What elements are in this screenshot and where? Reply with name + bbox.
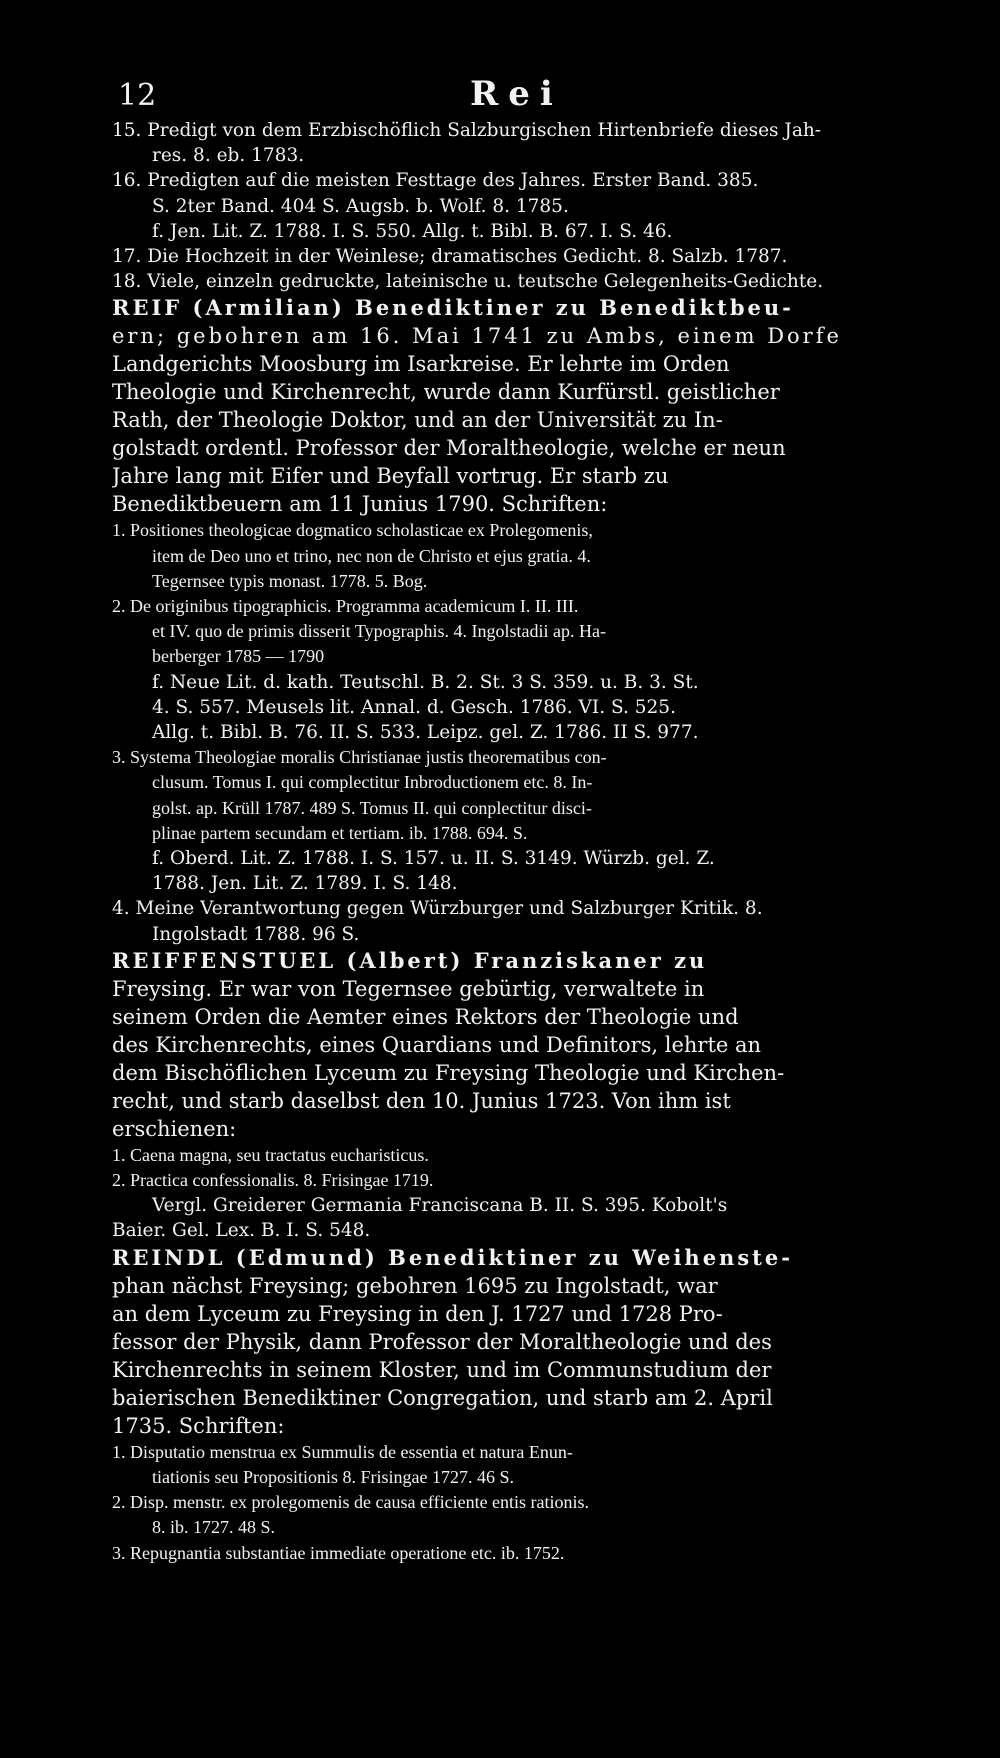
text-line: 3. Systema Theologiae moralis Christianae justis theorematibus con-	[112, 747, 607, 768]
text-line: fessor der Physik, dann Professor der Moraltheologie und des	[112, 1329, 772, 1354]
text-line: phan nächst Freysing; gebohren 1695 zu Ingolstadt, war	[112, 1273, 718, 1298]
text-line: 1. Disputatio menstrua ex Summulis de essentia et natura Enun-	[112, 1441, 573, 1462]
text-line: Baier. Gel. Lex. B. I. S. 548.	[112, 1220, 371, 1242]
text-line: S. 2ter Band. 404 S. Augsb. b. Wolf. 8. 1785.	[152, 195, 569, 217]
entry-heading-reindl: REINDL (Edmund) Benediktiner zu Weihenste-	[112, 1244, 793, 1270]
text-line: Tegernsee typis monast. 1778. 5. Bog.	[152, 570, 428, 591]
text-line: Rath, der Theologie Doktor, und an der Universität zu In-	[112, 408, 723, 433]
text-line: 16. Predigten auf die meisten Festtage des Jahres. Erster Band. 385.	[112, 170, 759, 192]
text-line: Vergl. Greiderer Germania Franciscana B. II. S. 395. Kobolt's	[152, 1195, 728, 1217]
text-line: 18. Viele, einzeln gedruckte, lateinische u. teutsche Gelegenheits-Gedichte.	[112, 271, 824, 293]
text-line: plinae partem secundam et tertiam. ib. 1788. 694. S.	[152, 822, 528, 843]
text-line: 2. Practica confessionalis. 8. Frisingae 1719.	[112, 1170, 434, 1191]
text-line: Kirchenrechts in seinem Kloster, und im Communstudium der	[112, 1357, 772, 1382]
text-line: 4. Meine Verantwortung gegen Würzburger und Salzburger Kritik. 8.	[112, 898, 763, 920]
text-line: f. Jen. Lit. Z. 1788. I. S. 550. Allg. t. Bibl. B. 67. I. S. 46.	[152, 220, 673, 242]
text-line: recht, und starb daselbst den 10. Junius 1723. Von ihm ist	[112, 1088, 731, 1113]
text-line: 1735. Schriften:	[112, 1413, 285, 1438]
text-line: Freysing. Er war von Tegernsee gebürtig, verwaltete in	[112, 976, 705, 1001]
text-line: an dem Lyceum zu Freysing in den J. 1727 und 1728 Pro-	[112, 1301, 723, 1326]
entry-heading-reif: REIF (Armilian) Benediktiner zu Benediktbeu-	[112, 295, 794, 321]
text-body	[112, 118, 952, 1566]
text-line: ern; gebohren am 16. Mai 1741 zu Ambs, einem Dorfe	[112, 324, 842, 349]
text-line: 2. De originibus tipographicis. Programma academicum I. II. III.	[112, 596, 579, 617]
text-line: 1. Caena magna, seu tractatus eucharisticus.	[112, 1144, 429, 1165]
text-line: tiationis seu Propositionis 8. Frisingae 1727. 46 S.	[152, 1466, 515, 1487]
text-line: dem Bischöflichen Lyceum zu Freysing Theologie und Kirchen-	[112, 1060, 785, 1085]
text-line: f. Neue Lit. d. kath. Teutschl. B. 2. St. 3 S. 359. u. B. 3. St.	[152, 671, 699, 693]
text-line: et IV. quo de primis disserit Typographis. 4. Ingolstadii ap. Ha-	[152, 621, 607, 642]
text-line: Theologie und Kirchenrecht, wurde dann Kurfürstl. geistlicher	[112, 380, 780, 405]
text-line: golst. ap. Krüll 1787. 489 S. Tomus II. qui conplectitur disci-	[152, 797, 592, 818]
text-line: golstadt ordentl. Professor der Moraltheologie, welche er neun	[112, 436, 786, 461]
text-line: 17. Die Hochzeit in der Weinlese; dramatisches Gedicht. 8. Salzb. 1787.	[112, 246, 788, 268]
text-line: 3. Repugnantia substantiae immediate operatione etc. ib. 1752.	[112, 1542, 565, 1563]
entry-heading-reiffenstuel: REIFFENSTUEL (Albert) Franziskaner zu	[112, 947, 708, 973]
text-line: baierischen Benediktiner Congregation, und starb am 2. April	[112, 1385, 773, 1410]
running-title: Rei	[470, 74, 563, 114]
text-line: des Kirchenrechts, eines Quardians und Definitors, lehrte an	[112, 1032, 762, 1057]
text-line: clusum. Tomus I. qui complectitur Inbroductionem etc. 8. In-	[152, 772, 593, 793]
text-line: Ingolstadt 1788. 96 S.	[152, 923, 360, 945]
text-line: f. Oberd. Lit. Z. 1788. I. S. 157. u. II. S. 3149. Würzb. gel. Z.	[152, 848, 715, 870]
text-line: 15. Predigt von dem Erzbischöflich Salzburgischen Hirtenbriefe dieses Jah-	[112, 120, 822, 141]
text-line: 4. S. 557. Meusels lit. Annal. d. Gesch. 1786. VI. S. 525.	[152, 696, 676, 718]
text-line: 1788. Jen. Lit. Z. 1789. I. S. 148.	[152, 873, 458, 895]
text-line: erschienen:	[112, 1116, 237, 1141]
text-line: Benediktbeuern am 11 Junius 1790. Schriften:	[112, 492, 608, 517]
text-line: Landgerichts Moosburg im Isarkreise. Er lehrte im Orden	[112, 352, 730, 377]
text-line: berberger 1785 — 1790	[152, 646, 325, 667]
text-line: 2. Disp. menstr. ex prolegomenis de causa efficiente entis rationis.	[112, 1492, 590, 1513]
text-line: Jahre lang mit Eifer und Beyfall vortrug. Er starb zu	[112, 464, 669, 489]
text-line: seinem Orden die Aemter eines Rektors der Theologie und	[112, 1004, 739, 1029]
text-line: item de Deo uno et trino, nec non de Christo et ejus gratia. 4.	[152, 545, 591, 566]
page-number: 12	[118, 78, 157, 113]
text-line: 8. ib. 1727. 48 S.	[152, 1517, 276, 1538]
text-line: res. 8. eb. 1783.	[152, 145, 305, 167]
text-line: 1. Positiones theologicae dogmatico scholasticae ex Prolegomenis,	[112, 520, 593, 541]
text-line: Allg. t. Bibl. B. 76. II. S. 533. Leipz. gel. Z. 1786. II S. 977.	[152, 722, 699, 744]
